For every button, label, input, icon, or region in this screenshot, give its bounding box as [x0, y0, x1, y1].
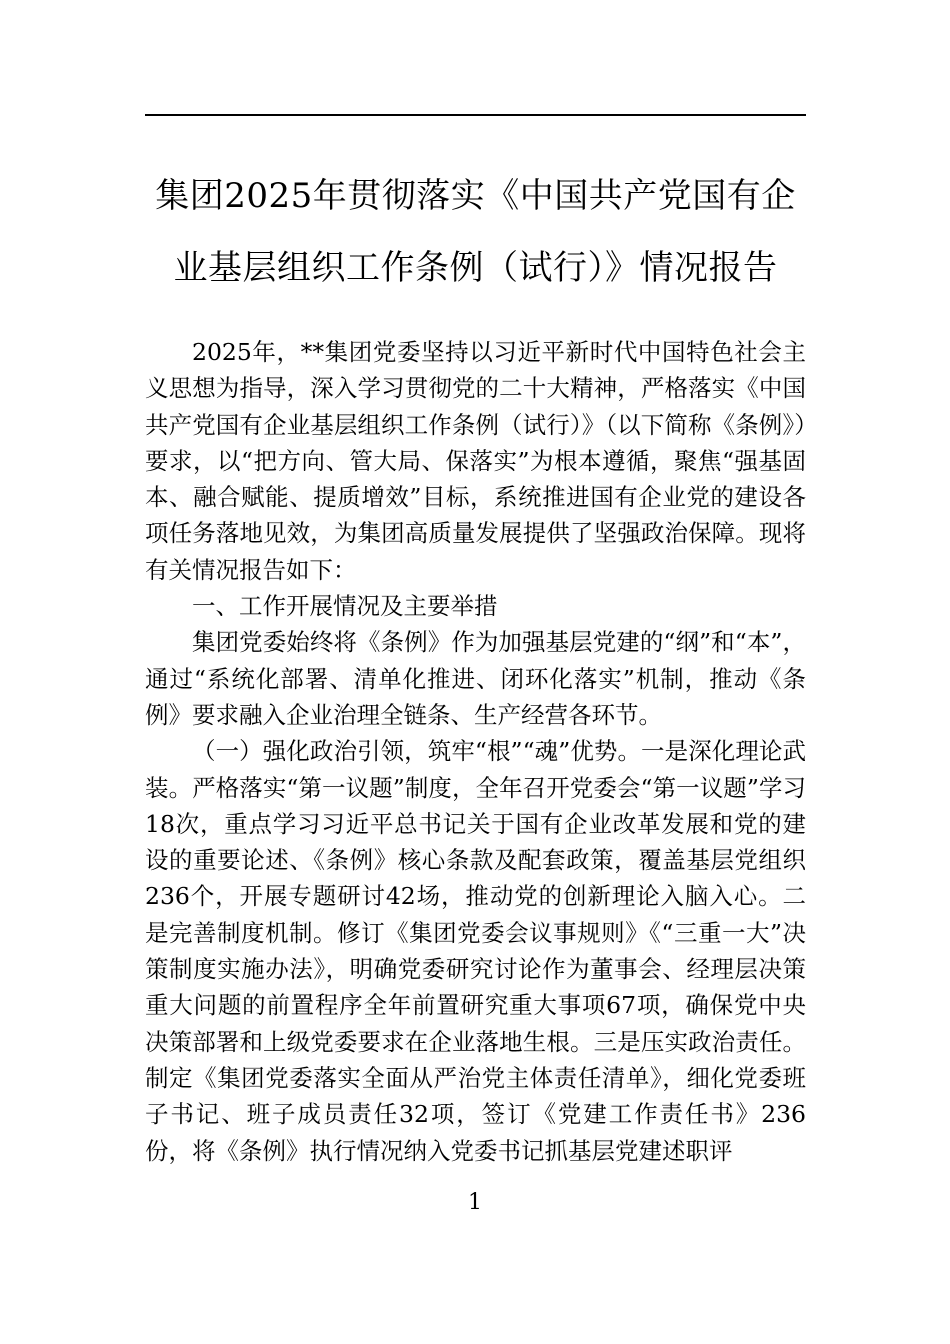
title-line-1: 集团2025年贯彻落实《中国共产党国有企 — [155, 176, 796, 216]
document-title — [145, 160, 806, 304]
intro-paragraph: 2025年，**集团党委坚持以习近平新时代中国特色社会主义思想为指导，深入学习贯彻党的二十大精神，严格落实《中国共产党国有企业基层组织工作条例（试行）》（以下简称《条例》）要求，以“把方向、管大局、保落实”为根本遵循，聚焦“强基固本、融合赋能、提质增效”目标，系统推进国有企业党的建设各项任务落地见效，为集团高质量发展提供了坚强政治保障。现将有关情况报告如下： — [145, 338, 806, 584]
document-body — [145, 334, 806, 1169]
section-heading: 一、工作开展情况及主要举措 — [192, 592, 498, 621]
header-rule — [145, 114, 806, 116]
page-number: 1 — [468, 1190, 482, 1215]
subsection-paragraph: （一）强化政治引领，筑牢“根”“魂”优势。一是深化理论武装。严格落实“第一议题”制度，全年召开党委会“第一议题”学习18次，重点学习习近平总书记关于国有企业改革发展和党的建设的重要论述、《条例》核心条款及配套政策，覆盖基层党组织236个，开展专题研讨42场，推动党的创新理论入脑入心。二是完善制度机制。修订《集团党委会议事规则》《“三重一大”决策制度实施办法》，明确党委研究讨论作为董事会、经理层决策重大问题的前置程序全年前置研究重大事项67项，确保党中央决策部署和上级党委要求在企业落地生根。三是压实政治责任。制定《集团党委落实全面从严治党主体责任清单》，细化党委班子书记、班子成员责任32项，签订《党建工作责任书》236份，将《条例》执行情况纳入党委书记抓基层党建述职评 — [145, 737, 806, 1165]
title-line-2: 业基层组织工作条例（试行）》情况报告 — [173, 248, 778, 288]
overview-paragraph: 集团党委始终将《条例》作为加强基层党建的“纲”和“本”，通过“系统化部署、清单化推进、闭环化落实”机制，推动《条例》要求融入企业治理全链条、生产经营各环节。 — [145, 628, 806, 729]
